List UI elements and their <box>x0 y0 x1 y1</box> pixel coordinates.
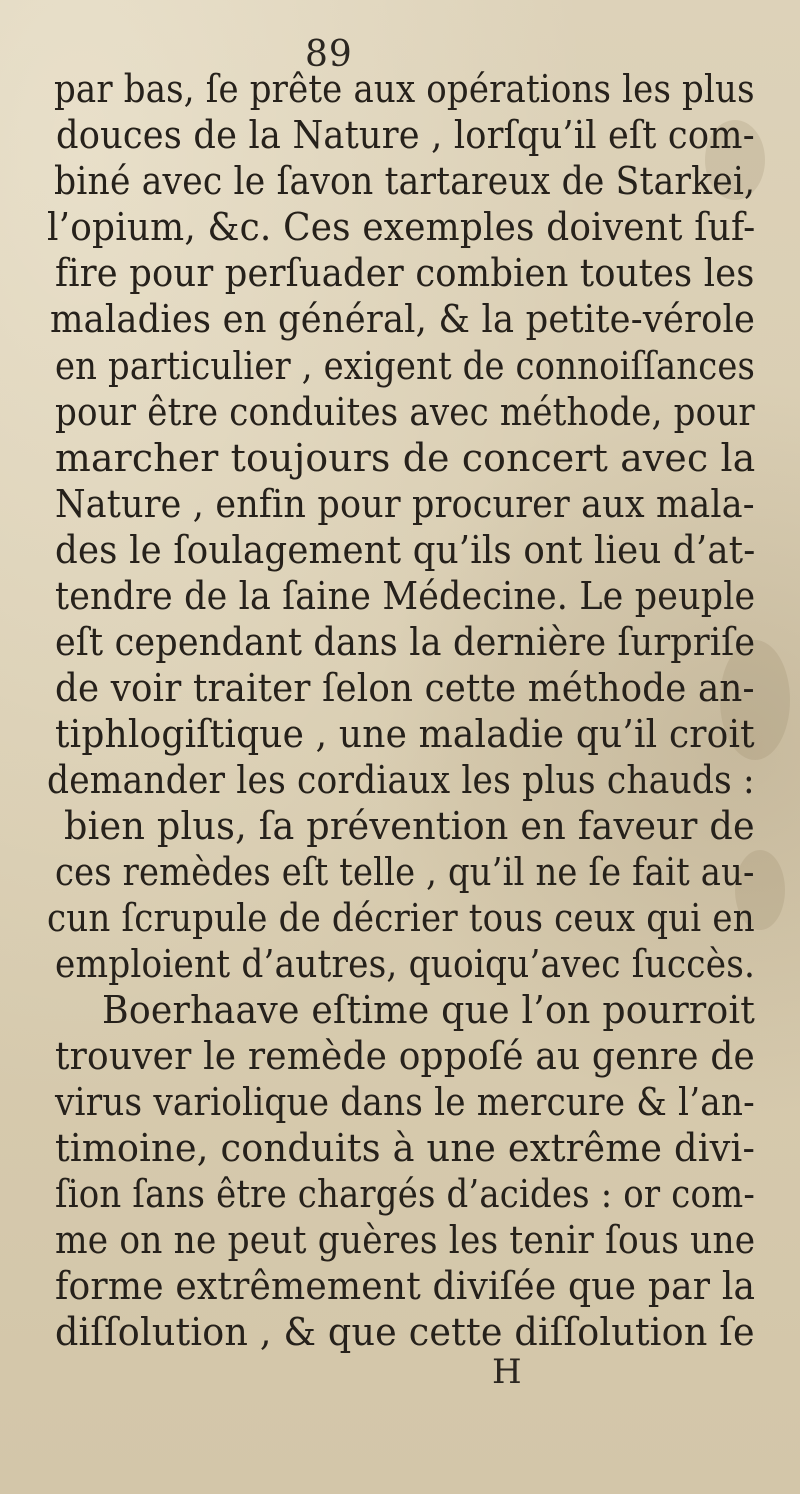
text-line: bien plus, ſa prévention en faveur de <box>64 804 755 848</box>
text-line: forme extrêmement diviſée que par la <box>55 1264 756 1308</box>
text-line: eſt cependant dans la dernière ſurpriſe <box>55 620 756 664</box>
text-line: pour être conduites avec méthode, pour <box>55 390 755 434</box>
text-line: ſion ſans être chargés d’acides : or com- <box>55 1172 756 1216</box>
text-line: ces remèdes eſt telle , qu’il ne ſe fait au- <box>55 850 755 894</box>
text-line: tendre de la ſaine Médecine. Le peuple <box>55 574 756 618</box>
text-line: fire pour perſuader combien toutes les <box>55 251 755 295</box>
text-line: diſſolution , & que cette diſſolution ſe <box>55 1310 755 1354</box>
text-line: tiphlogiſtique , une maladie qu’il croit <box>55 712 755 756</box>
text-line: par bas, ſe prête aux opérations les plus <box>54 67 755 111</box>
text-line: en particulier , exigent de connoiſſances <box>55 344 756 388</box>
text-line: virus variolique dans le mercure & l’an- <box>55 1080 755 1124</box>
text-line: me on ne peut guères les tenir ſous une <box>55 1218 756 1262</box>
text-line: marcher toujours de concert avec la <box>55 436 756 480</box>
text-line: Boerhaave eſtime que l’on pourroit <box>102 988 756 1032</box>
text-line: emploient d’autres, quoiqu’avec ſuccès. <box>55 942 756 986</box>
text-line: Nature , enfin pour procurer aux mala- <box>55 482 755 526</box>
page-number: 89 <box>305 34 353 75</box>
text-line: demander les cordiaux les plus chauds : <box>47 758 755 802</box>
text-line: maladies en général, & la petite-vérole <box>50 297 756 341</box>
text-line: trouver le remède oppoſé au genre de <box>55 1034 756 1078</box>
text-line: cun ſcrupule de décrier tous ceux qui en <box>47 896 755 940</box>
text-line: de voir traiter ſelon cette méthode an- <box>55 666 755 710</box>
signature-mark: H <box>492 1352 522 1392</box>
text-line: des le ſoulagement qu’ils ont lieu d’at- <box>55 528 756 572</box>
text-line: l’opium, &c. Ces exemples doivent ſuf- <box>47 205 756 249</box>
text-line: timoine, conduits à une extrême divi- <box>55 1126 756 1170</box>
text-line: biné avec le ſavon tartareux de Starkei, <box>54 159 756 203</box>
text-line: douces de la Nature , lorſqu’il eſt com- <box>56 113 755 157</box>
